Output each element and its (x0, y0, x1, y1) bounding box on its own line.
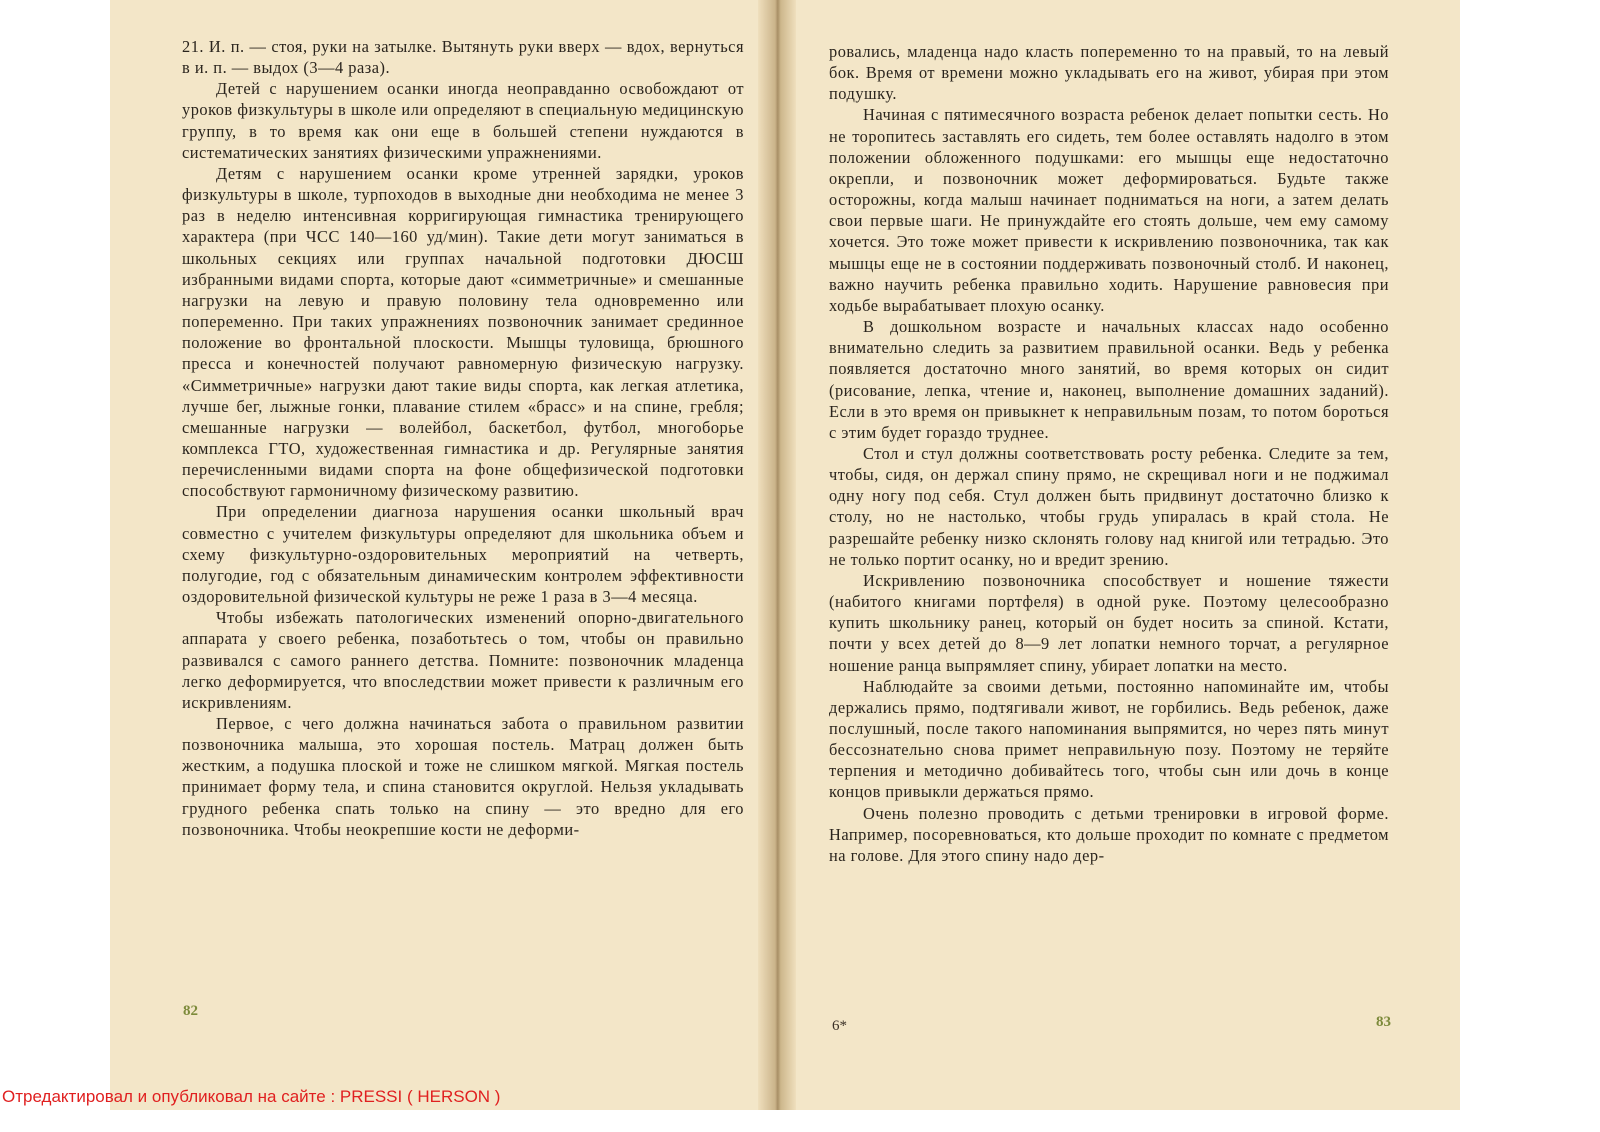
paragraph: Первое, с чего должна начинаться забота о правильном развитии позвоночника малыша, это хорошая постель. Матрац должен быть жестким, а подушка плоской и тоже не слишком мягкой. Мягкая постель принимает форму тела, и спина становится округлой. Нельзя укладывать грудного ребенка спать только на спину — это вредно для его позвоночника. Чтобы неокрепшие кости не деформи- (182, 714, 744, 839)
paragraph: Детей с нарушением осанки иногда неоправданно освобождают от уроков физкультуры в школе или определяют в специальную медицинскую группу, в то время как они еще в большей степени нуждаются в систематических занятиях физическими упражнениями. (182, 79, 744, 162)
right-page-text (829, 41, 1389, 866)
paragraph: Детям с нарушением осанки кроме утренней зарядки, уроков физкультуры в школе, турпоходов в выходные дни необходима не менее 3 раз в неделю интенсивная корригирующая гимнастика тренирующего характера (при ЧСС 140—160 уд/мин). Такие дети могут заниматься в школьных секциях или группах начальной подготовки ДЮСШ избранными видами спорта, которые дают «симметричные» и смешанные нагрузки на левую и правую половину тела одновременно или попеременно. При таких упражнениях позвоночник занимает срединное положение во фронтальной плоскости. Мышцы туловища, брюшного пресса и конечностей получают равномерную физическую нагрузку. «Симметричные» нагрузки дают такие виды спорта, как легкая атлетика, лучше бег, лыжные гонки, плавание стилем «брасс» и на спине, гребля; смешанные нагрузки — волейбол, баскетбол, футбол, многоборье комплекса ГТО, художественная гимнастика и др. Регулярные занятия перечисленными видами спорта на фоне общефизической подготовки способствуют гармоничному физическому развитию. (182, 163, 744, 501)
paragraph: В дошкольном возрасте и начальных классах надо особенно внимательно следить за развитием правильной осанки. Ведь у ребенка появляется достаточно много занятий, во время которых он сидит (рисование, лепка, чтение и, наконец, выполнение домашних заданий). Если в это время он привыкнет к неправильным позам, то потом бороться с этим будет гораздо труднее. (829, 317, 1389, 442)
paragraph: При определении диагноза нарушения осанки школьный врач совместно с учителем физкультуры определяют для школьника объем и схему физкультурно-оздоровительных мероприятий на четверть, полугодие, год с обязательным динамическим контролем эффективности оздоровительной физической культуры не реже 1 раза в 3—4 месяца. (182, 502, 744, 607)
paragraph: Чтобы избежать патологических изменений опорно-двигательного аппарата у своего ребенка, позаботьтесь о том, чтобы он правильно развивался с самого раннего детства. Помните: позвоночник младенца легко деформируется, что впоследствии может привести к различным его искривлениям. (182, 608, 744, 712)
paragraph: Очень полезно проводить с детьми тренировки в игровой форме. Например, посоревноваться, кто дольше проходит по комнате с предметом на голове. Для этого спину надо дер- (829, 803, 1389, 865)
paragraph: 21. И. п. — стоя, руки на затылке. Вытянуть руки вверх — вдох, вернуться в и. п. — выдох (3—4 раза). (182, 37, 744, 78)
page-number-right: 83 (1376, 1014, 1391, 1030)
page-number-left: 82 (183, 1003, 198, 1019)
left-page-text (182, 36, 744, 840)
paragraph: ровались, младенца надо класть попеременно то на правый, то на левый бок. Время от времени можно укладывать его на живот, убирая при этом подушку. (829, 42, 1389, 104)
book-gutter (758, 0, 796, 1110)
signature-mark: 6* (832, 1018, 847, 1034)
paragraph: Начиная с пятимесячного возраста ребенок делает попытки сесть. Но не торопитесь заставлять его сидеть, тем более оставлять надолго в этом положении обложенного подушками: его мышцы еще недостаточно окрепли, и позвоночник может деформироваться. Будьте также осторожны, когда малыш начинает подниматься на ноги, а затем делать свои первые шаги. Не принуждайте его стоять дольше, чем ему самому хочется. Это тоже может привести к искривлению позвоночника, так как мышцы еще не в состоянии поддерживать позвоночный столб. И наконец, важно научить ребенка правильно ходить. Нарушение равновесия при ходьбе вырабатывает плохую осанку. (829, 105, 1389, 315)
footer-credit: Отредактировал и опубликовал на сайте : PRESSI ( HERSON ) (2, 1087, 501, 1106)
paragraph: Наблюдайте за своими детьми, постоянно напоминайте им, чтобы держались прямо, подтягивали живот, не горбились. Ведь ребенок, даже послушный, после такого напоминания выпрямится, но через пять минут бессознательно снова примет неправильную позу. Поэтому не теряйте терпения и методично добивайтесь того, чтобы сын или дочь в конце концов привыкли держаться прямо. (829, 676, 1389, 802)
paragraph: Искривлению позвоночника способствует и ношение тяжести (набитого книгами портфеля) в одной руке. Поэтому целесообразно купить школьнику ранец, который он будет носить за спиной. Кстати, почти у всех детей до 8—9 лет лопатки немного торчат, а регулярное ношение ранца выпрямляет спину, убирает лопатки на место. (829, 570, 1389, 675)
paragraph: Стол и стул должны соответствовать росту ребенка. Следите за тем, чтобы, сидя, он держал спину прямо, не скрещивал ноги и не поджимал одну ногу под себя. Стул должен быть придвинут достаточно близко к столу, но не настолько, чтобы грудь упиралась в край стола. Не разрешайте ребенку низко склонять голову над книгой или тетрадью. Это не только портит осанку, но и вредит зрению. (829, 443, 1389, 569)
